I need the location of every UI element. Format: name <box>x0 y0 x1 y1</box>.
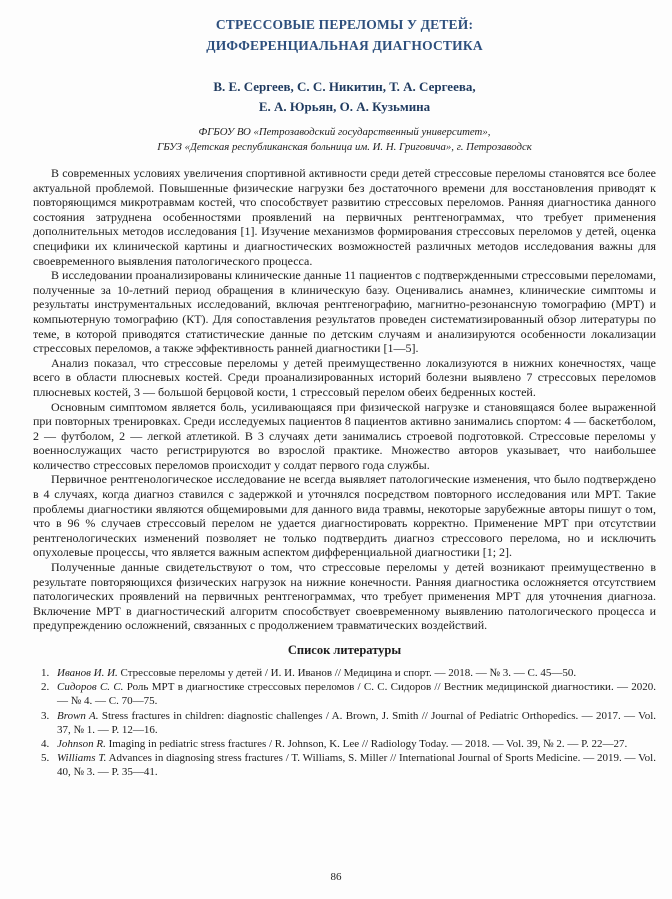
body-paragraph-6: Полученные данные свидетельствуют о том, что стрессовые переломы у детей возникают преимущественно в результате повторяющихся физических нагрузок на нижние конечности. Ранняя диагностика осложняется отсутствием патологических проявлений на первичных рентгенограммах, что требует применения МРТ для уточнения диагноза. Включение МРТ в диагностический алгоритм способствует своевременному выявлению патологического процесса и предупреждению осложнений, связанных с продолжением травматических воздействий. <box>33 560 656 633</box>
reference-author: Brown A. <box>57 709 99 722</box>
body-paragraph-2: В исследовании проанализированы клинические данные 11 пациентов с подтвержденными стрессовыми переломами, полученные за 10-летний период обращения в клиническую базу. Оценивались анамнез, клинические симптомы и результаты инструментальных исследований, включая рентгенографию, магнитно-резонансную томографию (МРТ) и компьютерную томографию (КТ). Для сопоставления результатов проведен систематизированный обзор литературы по теме, в которой приводятся статистические данные по детским случаям и анализируются особенности локализации стрессовых переломов, а также эффективность ранней диагностики [1—5]. <box>33 268 656 356</box>
article-title <box>33 14 656 56</box>
reference-author: Williams T. <box>57 752 107 765</box>
reference-text: Роль МРТ в диагностике стрессовых переломов / С. С. Сидоров // Вестник медицинской диагностики. — 2020. — № 4. — С. 70—75. <box>57 681 657 708</box>
article-title-line-2: ДИФФЕРЕНЦИАЛЬНАЯ ДИАГНОСТИКА <box>206 38 483 53</box>
body-paragraph-4: Основным симптомом является боль, усиливающаяся при физической нагрузке и становящаяся более выраженной при повторных тренировках. Среди исследуемых пациентов 8 пациентов активно занимались спортом: 4 — баскетболом, 2 — футболом, 2 — легкой атлетикой. В 3 случаях дети занимались строевой подготовкой. Стрессовые переломы у военнослужащих часто регистрируются во взрослой практике. Множество авторов указывает, что наибольшее количество стрессовых переломов происходит у солдат первого года службы. <box>33 399 656 472</box>
reference-item <box>41 751 656 779</box>
reference-author: Сидоров С. С. <box>57 681 124 694</box>
reference-number: 1. <box>41 667 50 679</box>
article-body <box>33 166 656 633</box>
reference-text: Stress fractures in children: diagnostic challenges / A. Brown, J. Smith // Journal of Pediatric Orthopedics. — 2017. — Vol. 37, № 1. — P. 12—16. <box>57 709 656 736</box>
reference-number: 5. <box>41 752 50 765</box>
authors-line-2: Е. А. Юрьян, О. А. Кузьмина <box>258 99 431 114</box>
body-paragraph-3: Анализ показал, что стрессовые переломы у детей преимущественно локализуются в нижних конечностях, чаще всего в области плюсневых костей. Среди проанализированных историй болезни выявлено 7 стрессовых переломов плюсневых костей, 3 — большой берцовой кости, 1 стрессовый перелом обеих бедренных костей. <box>33 355 656 399</box>
reference-entry <box>57 666 656 680</box>
article-title-line-1: СТРЕССОВЫЕ ПЕРЕЛОМЫ У ДЕТЕЙ: <box>215 17 474 32</box>
reference-item <box>41 709 656 737</box>
reference-number: 2. <box>41 681 50 694</box>
reference-item <box>41 666 656 680</box>
reference-entry <box>57 680 656 708</box>
reference-text: Advances in diagnosing stress fractures / T. Williams, S. Miller // International Journal of Sports Medicine. — 2019. — Vol. 40, № 3. — P. 35—41. <box>57 752 656 779</box>
reference-entry <box>57 751 656 779</box>
references-heading: Список литературы <box>287 643 402 657</box>
reference-entry <box>57 709 656 737</box>
page-number: 86 <box>330 871 342 883</box>
authors-line-1: В. Е. Сергеев, С. С. Никитин, Т. А. Сергеева, <box>213 79 476 94</box>
body-paragraph-1: В современных условиях увеличения спортивной активности среди детей стрессовые переломы становятся все более актуальной проблемой. Повышенные физические нагрузки без достаточного времени для восстановления приводят к повторяющимся микротравмам костей, что способствует развитию стрессовых переломов. Ранняя диагностика данного состояния затруднена особенностями проявлений на первичных рентгенограммах, что требует применения дополнительных методов исследования [1]. Изучение механизмов формирования стрессовых переломов у детей, оценка специфики их клинической картины и диагностических возможностей различных методов исследования важны для своевременного выявления патологического процесса. <box>33 166 656 268</box>
reference-number: 3. <box>41 709 50 722</box>
references-list <box>33 666 656 780</box>
reference-entry <box>57 737 656 751</box>
reference-text: Стрессовые переломы у детей / И. И. Иванов // Медицина и спорт. — 2018. — № 3. — С. 45—50. <box>120 667 577 679</box>
affiliation-block <box>33 125 656 155</box>
reference-number: 4. <box>41 738 50 751</box>
reference-item <box>41 680 656 708</box>
affiliation-line-1: ФГБОУ ВО «Петрозаводский государственный университет», <box>198 126 491 138</box>
reference-item <box>41 737 656 751</box>
reference-author: Johnson R. <box>57 738 106 751</box>
body-paragraph-5: Первичное рентгенологическое исследование не всегда выявляет патологические изменения, что было подтверждено в 4 случаях, когда диагноз ставился с задержкой и уточнялся посредством повторного исследования или МРТ. Такие проблемы диагностики являются общемировыми для данного вида травмы, некоторые зарубежные авторы пишут о том, что в 96 % случаев стрессовый перелом не удается диагностировать корректно. Применение МРТ при отсутствии рентгенологических изменений позволяет не только подтвердить диагноз стрессового перелома, но и исключить опухолевые процессы, что является важным аспектом дифференциальной диагностики [1; 2]. <box>33 472 656 560</box>
authors-block <box>33 77 656 117</box>
reference-text: Imaging in pediatric stress fractures / R. Johnson, K. Lee // Radiology Today. — 2018. — Vol. 39, № 2. — P. 22—27. <box>108 738 628 751</box>
affiliation-line-2: ГБУЗ «Детская республиканская больница им. И. Н. Григовича», г. Петрозаводск <box>157 141 532 153</box>
reference-author: Иванов И. И. <box>57 667 118 679</box>
